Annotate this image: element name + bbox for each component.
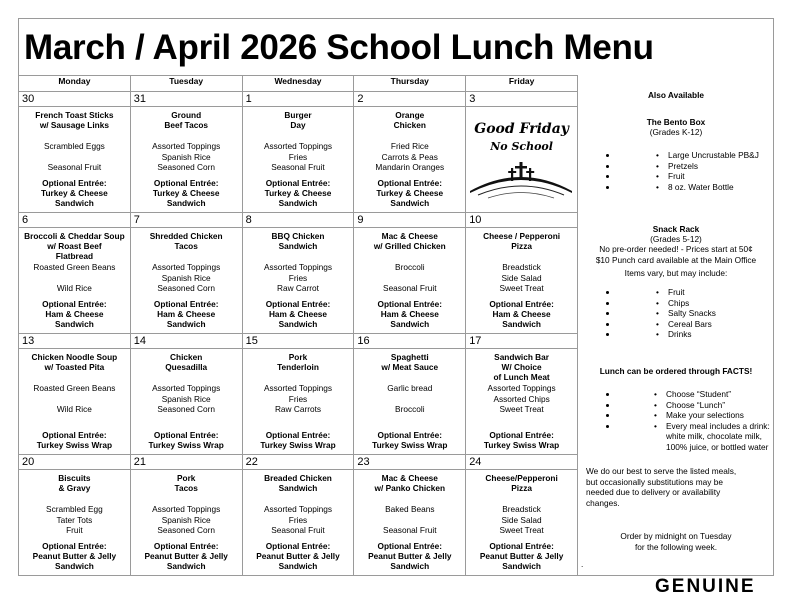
side-item: Assorted Toppings — [263, 383, 333, 394]
side-items — [19, 504, 130, 536]
side-item: Assorted Toppings — [487, 383, 556, 394]
optional-entree: Optional Entrée: Turkey Swiss Wrap — [36, 430, 113, 451]
side-items — [243, 383, 354, 415]
bento-box-grades: (Grades K-12) — [649, 127, 703, 137]
bullet-item: • • Pretzels — [618, 161, 774, 172]
side-item: Seasonal Fruit — [271, 162, 325, 173]
facts-steps — [578, 389, 774, 452]
bullet-item: • • Chips — [618, 298, 774, 309]
bullet-item: • • 8 oz. Water Bottle — [618, 182, 774, 193]
date-number: 22 — [242, 455, 354, 470]
bento-box-items — [578, 150, 774, 192]
side-items — [466, 262, 577, 294]
side-item: Breadstick — [502, 262, 541, 273]
holiday-subtitle: No School — [490, 140, 553, 154]
side-item: Seasoned Corn — [157, 525, 216, 536]
side-item: Spanish Rice — [161, 151, 211, 162]
date-number: 7 — [130, 213, 242, 228]
meal-cell — [19, 107, 131, 213]
entree-title: Cheese/Pepperoni Pizza — [485, 473, 558, 494]
side-item — [19, 394, 130, 405]
side-item: Seasonal Fruit — [383, 283, 437, 294]
week-dates-row — [19, 213, 578, 228]
side-item — [354, 273, 465, 284]
entree-title: Burger Day — [284, 110, 312, 131]
entree-title: Shredded Chicken Tacos — [149, 231, 223, 252]
optional-entree: Optional Entrée: Ham & Cheese Sandwich — [265, 299, 331, 330]
bullet-item: • • Choose “Lunch” — [618, 400, 774, 411]
side-item: Side Salad — [501, 272, 542, 283]
side-item — [19, 273, 130, 284]
side-item: Seasoned Corn — [157, 162, 216, 173]
side-item: Assorted Chips — [493, 393, 550, 404]
entree-title: BBQ Chicken Sandwich — [271, 231, 325, 252]
week-meals-row — [19, 470, 578, 576]
meal-cell — [466, 107, 578, 213]
side-items — [19, 141, 130, 173]
bullet-item: • • Make your selections — [618, 410, 774, 421]
side-item: Spanish Rice — [161, 393, 211, 404]
entree-title: Cheese / Pepperoni Pizza — [483, 231, 561, 252]
side-item: Raw Carrots — [274, 404, 322, 415]
side-item: Seasoned Corn — [157, 404, 216, 415]
date-number: 16 — [354, 334, 466, 349]
side-item: Roasted Green Beans — [33, 383, 116, 394]
optional-entree: Optional Entrée: Peanut Butter & Jelly Sandwich — [479, 541, 564, 572]
side-item: Assorted Toppings — [152, 262, 221, 273]
bento-box-title: The Bento Box — [646, 117, 706, 127]
optional-entree: Optional Entrée: Turkey & Cheese Sandwich — [376, 178, 444, 209]
optional-entree: Optional Entrée: Peanut Butter & Jelly Sandwich — [256, 541, 340, 572]
optional-entree: Optional Entrée: Turkey Swiss Wrap — [372, 430, 448, 451]
side-item: Seasonal Fruit — [271, 525, 325, 536]
side-items — [354, 504, 465, 536]
week-meals-row — [19, 349, 578, 455]
side-items — [243, 504, 354, 536]
side-item: Fries — [288, 393, 308, 404]
meal-cell — [242, 349, 354, 455]
meal-cell — [354, 107, 466, 213]
side-item: Fried Rice — [390, 141, 429, 152]
side-item: Assorted Toppings — [152, 504, 221, 515]
entree-title: Ground Beef Tacos — [164, 110, 209, 131]
day-header-monday: Monday — [19, 76, 131, 92]
date-number: 2 — [354, 92, 466, 107]
side-items — [243, 141, 354, 173]
date-number: 15 — [242, 334, 354, 349]
optional-entree: Optional Entrée: Peanut Butter & Jelly Sandwich — [144, 541, 228, 572]
bullet-item: • • Fruit — [618, 171, 774, 182]
meal-cell — [354, 470, 466, 576]
date-number: 14 — [130, 334, 242, 349]
snack-rack-vary: Items vary, but may include: — [624, 268, 728, 278]
snack-rack-note: No pre-order needed! - Prices start at 50¢ $10 Punch card available at the Main Office — [595, 244, 757, 265]
snack-rack-grades: (Grades 5-12) — [650, 234, 702, 244]
side-items — [354, 141, 465, 173]
date-number: 23 — [354, 455, 466, 470]
meal-cell — [354, 349, 466, 455]
side-item: Breadstick — [502, 504, 541, 515]
side-item: Side Salad — [501, 514, 542, 525]
facts-heading: Lunch can be ordered through FACTS! — [599, 366, 753, 376]
entree-title: Biscuits & Gravy — [58, 473, 91, 494]
week-meals-row — [19, 107, 578, 213]
optional-entree: Optional Entrée: Turkey Swiss Wrap — [260, 430, 336, 451]
bullet-item: • • Fruit — [618, 287, 774, 298]
side-items — [354, 262, 465, 294]
side-item: Sweet Treat — [499, 283, 544, 294]
date-number: 10 — [466, 213, 578, 228]
trailing-dot: . — [581, 559, 584, 569]
week-dates-row — [19, 455, 578, 470]
side-item: Fries — [288, 151, 308, 162]
entree-title: Breaded Chicken Sandwich — [264, 473, 332, 494]
optional-entree: Optional Entrée: Turkey Swiss Wrap — [483, 430, 560, 451]
side-item — [354, 394, 465, 405]
meal-cell — [242, 228, 354, 334]
meal-cell — [466, 228, 578, 334]
entree-title: Broccoli & Cheddar Soup w/ Roast Beef Flatbread — [24, 231, 125, 262]
page-title: March / April 2026 School Lunch Menu — [24, 28, 654, 67]
side-item: Spanish Rice — [161, 514, 211, 525]
side-items — [19, 262, 130, 294]
side-item: Wild Rice — [56, 283, 92, 294]
entree-title: Spaghetti w/ Meat Sauce — [381, 352, 439, 373]
week-dates-row — [19, 334, 578, 349]
date-number: 9 — [354, 213, 466, 228]
entree-title: Mac & Cheese w/ Grilled Chicken — [373, 231, 446, 252]
meal-cell — [19, 470, 131, 576]
meal-cell — [242, 470, 354, 576]
date-number: 17 — [466, 334, 578, 349]
day-header-wednesday: Wednesday — [242, 76, 354, 92]
day-header-row — [19, 76, 578, 92]
optional-entree: Optional Entrée: Ham & Cheese Sandwich — [153, 299, 219, 330]
side-item: Garlic bread — [387, 383, 433, 394]
date-number: 31 — [130, 92, 242, 107]
entree-title: French Toast Sticks w/ Sausage Links — [35, 110, 114, 131]
date-number: 8 — [242, 213, 354, 228]
side-item: Wild Rice — [56, 404, 92, 415]
date-number: 20 — [19, 455, 131, 470]
side-item: Fruit — [66, 525, 83, 536]
meal-cell — [130, 349, 242, 455]
optional-entree: Optional Entrée: Ham & Cheese Sandwich — [489, 299, 554, 330]
holiday-graphic — [468, 111, 575, 207]
side-item: Broccoli — [395, 404, 425, 415]
snack-rack-title: Snack Rack — [652, 224, 700, 234]
also-available-heading: Also Available — [647, 90, 705, 100]
side-item: Sweet Treat — [499, 525, 544, 536]
bullet-item: • • Drinks — [618, 329, 774, 340]
meal-cell — [19, 349, 131, 455]
side-item: Spanish Rice — [161, 272, 211, 283]
side-items — [466, 504, 577, 536]
week-meals-row — [19, 228, 578, 334]
side-item: Fries — [288, 514, 308, 525]
side-item — [19, 152, 130, 163]
meal-cell — [19, 228, 131, 334]
order-deadline-note: Order by midnight on Tuesday for the following week. — [620, 531, 732, 552]
date-number: 3 — [466, 92, 578, 107]
date-number: 21 — [130, 455, 242, 470]
bullet-item: • • Cereal Bars — [618, 319, 774, 330]
optional-entree: Optional Entrée: Peanut Butter & Jelly Sandwich — [368, 541, 452, 572]
side-item: Seasonal Fruit — [47, 162, 102, 173]
optional-entree: Optional Entrée: Ham & Cheese Sandwich — [42, 299, 107, 330]
date-number: 1 — [242, 92, 354, 107]
side-item: Baked Beans — [385, 504, 435, 515]
menu-calendar — [18, 75, 578, 576]
meal-cell — [466, 470, 578, 576]
entree-title: Chicken Quesadilla — [165, 352, 208, 373]
meal-cell — [130, 107, 242, 213]
day-header-friday: Friday — [466, 76, 578, 92]
meal-cell — [354, 228, 466, 334]
day-header-thursday: Thursday — [354, 76, 466, 92]
side-item: Mandarin Oranges — [375, 162, 445, 173]
side-items — [131, 504, 242, 536]
meal-cell — [130, 470, 242, 576]
bullet-item: • • Large Uncrustable PB&J — [618, 150, 774, 161]
side-item: Sweet Treat — [499, 404, 544, 415]
entree-title: Orange Chicken — [393, 110, 426, 131]
side-item: Broccoli — [395, 262, 425, 273]
optional-entree: Optional Entrée: Turkey & Cheese Sandwich — [152, 178, 220, 209]
day-header-tuesday: Tuesday — [130, 76, 242, 92]
optional-entree: Optional Entrée: Turkey & Cheese Sandwich — [41, 178, 108, 209]
side-item — [354, 515, 465, 526]
side-items — [243, 262, 354, 294]
side-item: Scrambled Eggs — [43, 141, 105, 152]
meal-cell — [130, 228, 242, 334]
holiday-title: Good Friday — [474, 121, 569, 138]
bullet-item: • • Salty Snacks — [618, 308, 774, 319]
side-items — [354, 383, 465, 415]
side-items — [131, 383, 242, 415]
side-item: Assorted Toppings — [263, 504, 333, 515]
also-available-panel — [578, 75, 774, 576]
side-item: Carrots & Peas — [381, 151, 438, 162]
entree-title: Sandwich Bar W/ Choice of Lunch Meat — [493, 352, 550, 383]
side-item: Fries — [288, 272, 308, 283]
side-item: Scrambled Egg — [46, 504, 103, 515]
date-number: 6 — [19, 213, 131, 228]
meal-cell — [466, 349, 578, 455]
optional-entree: Optional Entrée: Turkey Swiss Wrap — [148, 430, 224, 451]
side-item: Assorted Toppings — [263, 262, 333, 273]
brand-logo: GENUINE — [655, 576, 756, 597]
side-items — [131, 262, 242, 294]
optional-entree: Optional Entrée: Ham & Cheese Sandwich — [377, 299, 443, 330]
optional-entree: Optional Entrée: Turkey & Cheese Sandwich — [264, 178, 332, 209]
side-items — [19, 383, 130, 415]
side-item: Seasoned Corn — [157, 283, 216, 294]
substitution-disclaimer: We do our best to serve the listed meals, but occasionally substitutions may be needed due to delivery or availability changes. — [586, 466, 737, 508]
date-number: 30 — [19, 92, 131, 107]
meal-cell — [242, 107, 354, 213]
side-items — [466, 383, 577, 415]
side-items — [131, 141, 242, 173]
bullet-item: • • Choose “Student” — [618, 389, 774, 400]
entree-title: Chicken Noodle Soup w/ Toasted Pita — [31, 352, 118, 373]
bullet-item: • • Every meal includes a drink: white milk, chocolate milk, 100% juice, or bottled water — [618, 421, 774, 453]
side-item: Seasonal Fruit — [383, 525, 437, 536]
side-item: Raw Carrot — [277, 283, 319, 294]
side-item: Tater Tots — [56, 514, 93, 525]
side-item: Assorted Toppings — [263, 141, 333, 152]
date-number: 13 — [19, 334, 131, 349]
side-item: Assorted Toppings — [152, 383, 221, 394]
snack-rack-items — [578, 287, 774, 340]
week-dates-row — [19, 92, 578, 107]
crosses-on-hill-icon — [468, 157, 574, 207]
entree-title: Mac & Cheese w/ Panko Chicken — [374, 473, 446, 494]
side-item: Roasted Green Beans — [33, 262, 116, 273]
entree-title: Pork Tacos — [174, 473, 198, 494]
optional-entree: Optional Entrée: Peanut Butter & Jelly Sandwich — [32, 541, 117, 572]
side-item: Assorted Toppings — [152, 141, 221, 152]
entree-title: Pork Tenderloin — [277, 352, 319, 373]
date-number: 24 — [466, 455, 578, 470]
